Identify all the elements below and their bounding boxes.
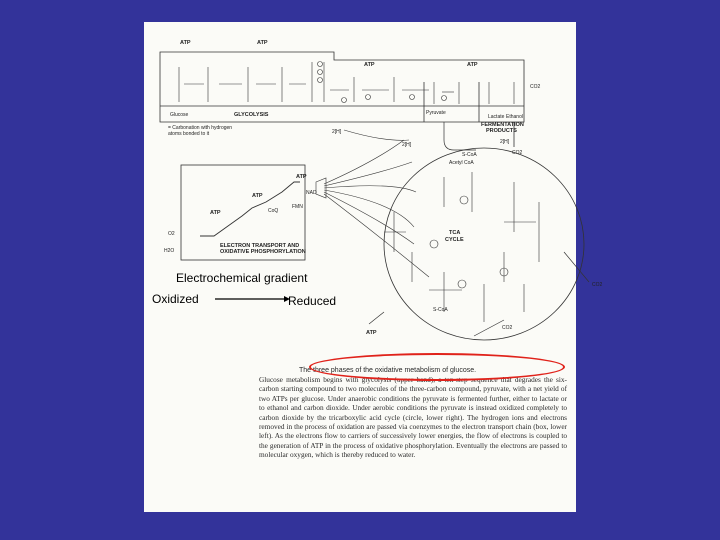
atp-label-etc-low: ATP bbox=[210, 210, 221, 216]
co2-label-fermentation: CO2 bbox=[530, 84, 541, 90]
carbonation-note-line2: atoms bonded to it bbox=[168, 131, 210, 137]
fermentation-label: FERMENTATION bbox=[481, 122, 524, 128]
nad-label: NAD bbox=[306, 190, 317, 196]
atp-label-glycolysis-2: ATP bbox=[257, 40, 268, 46]
cycle-label: CYCLE bbox=[445, 237, 464, 243]
two-h-label-2: 2[H] bbox=[500, 139, 510, 145]
products-label: PRODUCTS bbox=[486, 128, 517, 134]
co2-label-tca-bottom: CO2 bbox=[502, 325, 513, 331]
atp-label-glycolysis-1: ATP bbox=[180, 40, 191, 46]
caption-title: The three phases of the oxidative metabolism of glucose. bbox=[299, 367, 477, 374]
atp-label-tca: ATP bbox=[366, 330, 377, 336]
electrochemical-gradient-label: Electrochemical gradient bbox=[176, 271, 308, 285]
tca-label: TCA bbox=[449, 230, 461, 236]
s-coa-label: S-CoA bbox=[462, 152, 477, 158]
co2-label-acetyl: CO2 bbox=[512, 150, 523, 156]
two-h-label-1: 2[H] bbox=[332, 129, 342, 135]
coq-label: CoQ bbox=[268, 208, 279, 214]
glycolysis-label: GLYCOLYSIS bbox=[234, 112, 269, 118]
h2o-label: H2O bbox=[164, 248, 175, 254]
atp-label-etc-mid: ATP bbox=[252, 193, 263, 199]
pyruvate-label: Pyruvate bbox=[426, 110, 446, 116]
glucose-label: Glucose bbox=[170, 112, 189, 118]
fmn-label: FMN bbox=[292, 204, 303, 210]
etc-label-line1: ELECTRON TRANSPORT AND bbox=[220, 243, 300, 249]
atp-label-glycolysis-4: ATP bbox=[467, 62, 478, 68]
ethanol-label: Ethanol bbox=[506, 114, 523, 120]
co2-label-tca-right: CO2 bbox=[592, 282, 603, 288]
atp-label-etc-top: ATP bbox=[296, 174, 307, 180]
oxidized-label: Oxidized bbox=[152, 292, 199, 306]
carbonation-note-line1: = Carbonation with hydrogen bbox=[168, 125, 233, 131]
etc-label-line2: OXIDATIVE PHOSPHORYLATION bbox=[220, 249, 306, 255]
s-coa-label-bottom: S-CoA bbox=[433, 307, 448, 313]
lactate-label: Lactate bbox=[488, 114, 505, 120]
caption-body: Glucose metabolism begins with glycolysis (upper band), a ten-step sequence that degrades the six-carbon starting compound to two molecules of the three-carbon compound, pyruvate, with a net yield of two ATPs per glucose. Under anaerobic conditions the pyruvate is fermented further, either to lactate or to ethanol and carbon dioxide. Under aerobic conditions the pyruvate is instead oxidized completely to carbon dioxide by the tricarboxylic acid cycle (circle, lower right). The hydrogen ions and electrons removed in the process of oxidation are passed via coenzymes to the electron transport chain (box, lower left). As the electrons flow to carriers of successively lower energies, the flow of electrons is coupled to the generation of ATP in the process of oxidative phosphorylation. Eventually the electrons are passed to molecular oxygen, which is thereby reduced to water. bbox=[259, 375, 567, 460]
two-h-label-3: 2[H] bbox=[402, 142, 412, 148]
atp-label-glycolysis-3: ATP bbox=[364, 62, 375, 68]
o2-label: O2 bbox=[168, 231, 175, 237]
acetyl-coa-label: Acetyl CoA bbox=[449, 160, 474, 166]
reduced-label: Reduced bbox=[288, 294, 337, 308]
